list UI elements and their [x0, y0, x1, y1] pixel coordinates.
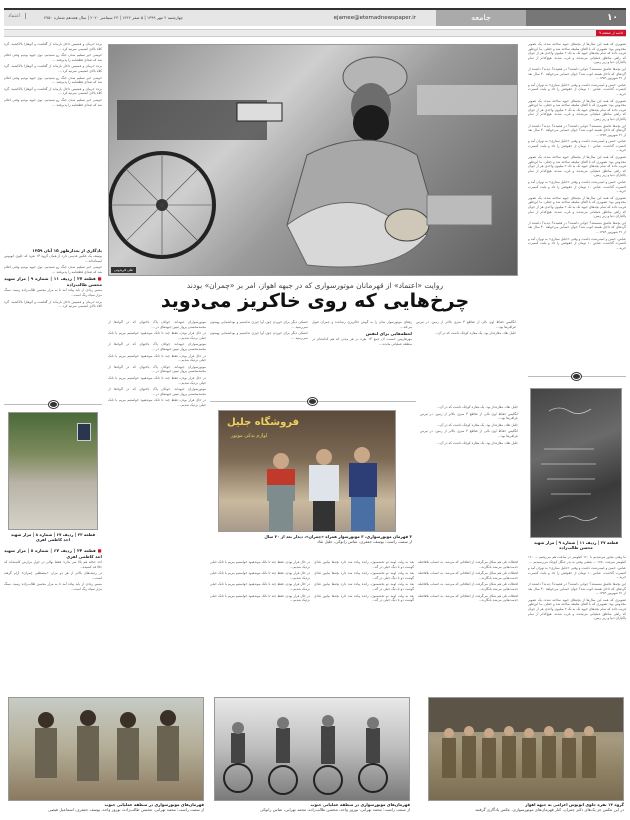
right-col-para-1b: تصویری که همه این سال‌ها از بچه‌های جبهه ساخته شده، یک تصویر مخدوش بود؛ تصویری که با القای سلیقه ساخته شد و جعلی. ما این‌طور فریب داده که تمام بچه‌های جبهه تک به تک ۲ میلیون واحدی هر از جوان که راهی مناطق عملیاتی می‌شدند و غرب شدند، هیچ‌کدام از تمام پاکبازان دنیا و زیر زمین.	[528, 98, 626, 121]
motorcycle-riders-illustration	[214, 698, 409, 801]
center-col-a-text: انگلیس حفاظ اوی بالی از تقاطع ۴ متری بالاتر از زمین. در تیرس عراقی‌ها بود...	[416, 320, 516, 329]
center-lower-a-text-3: لحظات تلی هم شکل می‌گرفت از اتفاقاتی که می‌شد. به حساب بلافاصله حدمت‌هایی می‌شد بانگارند...	[418, 582, 518, 591]
continuation-tag: ادامه از صفحه ۹	[596, 30, 626, 36]
right-col-para-2b: این بچه‌ها عاشق نشستند؟ جوانی داشتند؟ در فصیده؟ دیدید؟ داشتند از گردهای که داخل هسته اتوب شد؟ جوان حسابی می‌خواهد ۴۰ سال بعد از ۳۱ شهریور ۱۳۵۹...	[528, 123, 626, 137]
section-name[interactable]: جامعه	[436, 10, 526, 26]
center-col-e-text-5: جلیل نقاد، مغازه‌دار بود. یک مغازه کوچک داشت که در آن...	[436, 440, 518, 445]
left-column-sub1	[4, 248, 102, 403]
page-number: ۱۰	[526, 10, 626, 26]
left-col-sub1-para-b: خوشی خیر تسلیم شدن جنگ رو شنیدیم. توی جبهه بودیم وقتی اعلام شد که صدای قطعنامه را پذیرفتند ...	[4, 265, 102, 274]
center-col-b-after: مهرهاریس حسنت آن جمع ۱۴ نفره در هر مدتی که هم کداشتان در منطقه عملیاتی ماندند...	[312, 337, 412, 346]
center-col-c-text-2: خشکی دیگر برای خوردن چون آوا چیزی نداشتیم و بوداشمایی پهمتون نمی‌رسید ...	[210, 331, 308, 340]
shop-caption-title: ۳ قهرمان موتورسواری، ۳ موتورسوار همراه «چمران»، دیدار بعد از ۴۰ سال	[264, 534, 412, 539]
right-col-para-1d: تصویری که همه این سال‌ها از بچه‌های جبهه ساخته شده، یک تصویر مخدوش بود؛ تصویری که با القای سلیقه ساخته شد و جعلی. ما این‌طور فریب داده که تمام بچه‌های جبهه تک به تک ۲ میلیون واحدی هر از جوان که راهی مناطق عملیاتی می‌شدند و غرب شدند، هیچ‌کدام از تمام پاکبازان دنیا و زیر زمین.	[528, 195, 626, 219]
center-col-e-text: جلیل نقاد، مغازه‌دار بود. یک مغازه کوچک داشت که در آن...	[436, 405, 518, 409]
center-col-c-text: خشکی دیگر برای خوردن چون آوا چیزی نداشتیم و بوداشمایی پهمتون نمی‌رسید ...	[210, 320, 308, 329]
right-col-para-3c: عباس، حسن و امینی‌شت داشت و وقتی «جلیل ستاری» به تهران آمد و کنسرت گذاشت، عباس ۱۰ تومان از حقوقش را داد و بلیت کنسرت خرید...	[528, 180, 626, 194]
section-dot-icon	[49, 401, 58, 408]
center-col-d-text-4: در حال فرار بودن، فقط چند تا تانک موندهبود خواستیم ببریم با تانک خیلی نزدیک شدیم...	[108, 353, 206, 363]
center-col-d-text-8: در حال فرار بودن، فقط چند تا تانک موندهبود خواستیم ببریم با تانک خیلی نزدیک شدیم...	[108, 398, 206, 407]
dateline: چهارشنبه ۲ مهر ۱۳۹۹ | ۵ صفر ۱۴۴۲ | ۲۳ سپتامبر ۲۰۲۰ | سال هجدهم شماره ۴۷۵۰	[44, 15, 184, 20]
left-col-sub2-para-b: برده حرمان و فشپس داخل بازماند از گفاشت و آتوهارا بالاکشید، گره کلاه بالای انشیمی سرتپه کرد ...	[4, 299, 102, 309]
right-col-para-3d: عباس، حسن و امینی‌شت داشت و وقتی «جلیل ستاری» به تهران آمد و کنسرت گذاشت، عباس ۱۰ تومان از حقوقش را داد و بلیت کنسرت خرید...	[528, 236, 626, 250]
bottom-caption-motorcycles-sub: از سمت راست: محمد تهرانی، نوروز واحد، محسن طالب‌زاده، محمد تهرانی، عباس رانوکی	[260, 807, 410, 812]
main-photo	[108, 44, 518, 276]
left-photo-caption: قطعه ۲۴ | ردیف ۶۷ | شماره ۸ | مزار شهید احد کاظمی اهری	[10, 532, 96, 542]
subhead-taleb-zadeh: ■ قطعه ۲۷ | ردیف ۱۱ | شماره ۹ | مزار شهید محسن طالب‌زاده	[4, 276, 102, 288]
bottom-caption-motorcycles-title: قهرمان‌های موتورسواری در منطقه عملیاتی جنوب	[310, 802, 410, 807]
right-col-lower-para-3: این بچه‌ها عاشق نشستند؟ جوانی داشتند؟ در فصیده؟ دیدید؟ داشتند از گردهای که داخل هسته اتوب شد؟ جوان حسابی می‌خواهد ۴۰ سال بعد از ۳۱ شهریور ۱۳۵۹...	[528, 581, 626, 596]
right-col-para-3: عباس، حسن و امینی‌شت داشت و وقتی «جلیل ستاری» به تهران آمد و کنسرت گذاشت، عباس ۱۰ تومان از حقوقش را داد و بلیت کنسرت خرید...	[528, 82, 626, 96]
center-col-b	[312, 320, 412, 398]
center-lower-b-text-3: بعد به ولت اومد تو تخشمتون، رانده پیاده شد دارد بچه‌ها بیایین غذای گوشت دو تا دیگ خیلی در گه...	[314, 582, 414, 591]
center-col-a	[416, 320, 516, 398]
continuation-bar	[4, 29, 626, 37]
center-col-e	[420, 405, 518, 560]
center-col-d-text-2: در حال فرار بودن، فقط چند تا تانک موندهبود خواستیم ببریم با تانک خیلی نزدیک شدیم...	[108, 331, 206, 340]
right-column	[528, 42, 626, 420]
center-col-b-text: رفقای موتورسوار شان را به گوش خاکریزی رساندند و چمران قبول می‌کند...	[312, 320, 412, 329]
shop-photo	[218, 410, 396, 532]
center-lower-a-text-4: لحظات تلی هم شکل می‌گرفت از اتفاقاتی که می‌شد. به حساب بلافاصله حدمت‌هایی می‌شد بانگارند...	[418, 593, 518, 603]
three-men-illustration	[219, 411, 396, 532]
left-col-sub3-para: احد حجله هم بالا سر ندارد؛ فقط نهالی در جوار مزارش کاشته‌اند که حالا قد کشیده...	[4, 560, 102, 569]
left-col-para-1c: برده حرمان و فشپس داخل بازماند از گفاشت و آتوهارا بالاکشید، گره کلاه بالای انشیمی سرتپه کرد ...	[4, 86, 102, 96]
section-dot-icon	[572, 373, 581, 380]
center-col-d-text-5: موتورسواران جبهه‌اند. جوانان پاک باختهای که در آلوادها از محمدمحسنی پرواز تبیین جبهه‌های در ...	[108, 364, 206, 374]
center-lower-b-text-4: بعد به ولت اومد تو تخشمتون، رانده پیاده شد دارد بچه‌ها بیایین غذای گوشت دو تا دیگ خیلی در گه...	[314, 593, 414, 603]
grave-photo-taleb-zadeh	[530, 388, 622, 538]
bottom-caption-walking	[8, 802, 204, 812]
center-lower-a-text-2: لحظات تلی هم شکل می‌گرفت از اتفاقاتی که می‌شد. به حساب بلافاصله حدمت‌هایی می‌شد بانگارند...	[418, 571, 518, 580]
center-lower-c-text-4: در حال فرار بودن، فقط چند تا تانک موندهبود خواستیم ببریم با تانک خیلی نزدیک شدیم...	[210, 593, 310, 603]
center-lower-c-text-3: در حال فرار بودن، فقط چند تا تانک موندهبود خواستیم ببریم با تانک خیلی نزدیک شدیم...	[210, 582, 310, 591]
portrait-frame-icon	[77, 423, 91, 441]
left-col-sub2-para: مسیر زیادی از باید پیاده آمد تا به مزار محسن طالب‌زاده رسید. سنگ مزار سیاه رنگ است...	[4, 288, 102, 297]
bottom-caption-bus-title: گروه ۱۴ نفره جلوی اتوبوس اعزامی به جبهه اهواز	[525, 802, 624, 807]
center-lower-b	[314, 560, 414, 682]
page-header	[4, 8, 626, 26]
bottom-caption-motorcycles	[214, 802, 410, 812]
shop-sign-sub: لوازم یدکی موتور	[231, 433, 268, 439]
left-col-sub1-para: یوسف یک عکس قدیمی دارد از همان گروه ۱۴ نفره که جلوی اتوبوس ایستاده‌اند...	[4, 254, 102, 263]
center-lower-a	[418, 560, 518, 682]
section-dot-icon	[308, 398, 317, 405]
bottom-photo-bus-group	[428, 697, 624, 801]
center-col-a-text-2: جلیل نقاد، مغازه‌دار بود. یک مغازه کوچک داشت که در آن...	[434, 331, 516, 336]
subhead-breathing-moments: لحظه‌هایی برای لنفس	[365, 331, 412, 337]
center-lower-c-text-2: در حال فرار بودن، فقط چند تا تانک موندهبود خواستیم ببریم با تانک خیلی نزدیک شدیم...	[210, 571, 310, 580]
center-col-e-text-2: انگلیس حفاظ اوی بالی از تقاطع ۴ متری بالاتر از زمین. در تیرس عراقی‌ها بود...	[420, 411, 518, 421]
center-lower-b-text-2: بعد به ولت اومد تو تخشمتون، رانده پیاده شد دارد بچه‌ها بیایین غذای گوشت دو تا دیگ خیلی در گه...	[314, 571, 414, 580]
bottom-photo-motorcycles	[214, 697, 410, 801]
right-col-para-3b: عباس، حسن و امینی‌شت داشت و وقتی «جلیل ستاری» به تهران آمد و کنسرت گذاشت، عباس ۱۰ تومان از حقوقش را داد و بلیت کنسرت خرید...	[528, 139, 626, 153]
section-email[interactable]: ejamee@etemadnewspaper.ir	[333, 15, 416, 21]
subhead-yadegari: یادگاری از بعدازظهر ۱۵ آبان ۱۳۵۹	[32, 248, 102, 253]
right-col-lower-para: ما وقتی محور می‌شدیم با ۱۲۰ کیلومتر در ساعت هم می‌رفتیم ... ۱۲۰ کیلومتر سرعت ۱۲۵۰ ... بعضی وقتی به بدر جنگل کوچک می‌رسیدیم ...	[528, 555, 626, 564]
shop-sign: فروشگاه جلیل	[227, 417, 300, 428]
center-col-d	[108, 320, 206, 680]
center-col-e-text-3: جلیل نقاد، مغازه‌دار بود. یک مغازه کوچک داشت که در آن...	[436, 422, 518, 427]
grave-inscription-icon	[530, 389, 621, 538]
shop-caption	[212, 534, 412, 544]
right-col-para-1: تصویری که همه این سال‌ها از بچه‌های جبهه ساخته شده، یک تصویر مخدوش بود؛ تصویری که با القای سلیقه ساخته شد و جعلی. ما این‌طور فریب داده که تمام بچه‌های جبهه تک به تک ۲ میلیون واحدی هر از جوان که راهی مناطق عملیاتی می‌شدند و غرب شدند، هیچ‌کدام از تمام پاکبازان دنیا و زیر زمین.	[528, 42, 626, 65]
center-col-d-text-7: موتورسواران جبهه‌اند. جوانان پاک باختهای که در آلوادها از محمدمحسنی پرواز تبیین جبهه‌های در ...	[108, 387, 206, 396]
right-col-para-1c: تصویری که همه این سال‌ها از بچه‌های جبهه ساخته شده، یک تصویر مخدوش بود؛ تصویری که با القای سلیقه ساخته شد و جعلی. ما این‌طور فریب داده که تمام بچه‌های جبهه تک به تک ۲ میلیون واحدی هر از جوان که راهی مناطق عملیاتی می‌شدند و غرب شدند، هیچ‌کدام از تمام پاکبازان دنیا و زیر زمین.	[528, 155, 626, 178]
soldier-motorcycle-illustration	[108, 45, 517, 276]
bottom-photo-soldiers-walking	[8, 697, 204, 801]
left-col-para-2b: خوشی خیر تسلیم شدن جنگ رو شنیدیم. توی جبهه بودیم وقتی اعلام شد که صدای قطعنامه را پذیرفتند ...	[4, 75, 102, 85]
left-column-lower	[4, 548, 102, 680]
left-col-final-para: در ردیف‌های بالاتر از هر دو مزار، «مصطفی چمران» آرام گرفته است...	[4, 571, 102, 580]
bottom-caption-bus	[428, 802, 624, 812]
center-col-c	[210, 320, 308, 398]
left-col-para-2c: خوشی خیر تسلیم شدن جنگ رو شنیدیم. توی جبهه بودیم وقتی اعلام شد که صدای قطعنامه را پذیرفتند ...	[4, 97, 102, 107]
right-column-lower	[528, 555, 626, 680]
walking-soldiers-illustration	[8, 698, 203, 801]
newspaper-logo: اعتماد	[8, 13, 26, 19]
center-col-e-text-4: انگلیس حفاظ اوی بالی از تقاطع ۴ متری بالاتر از زمین. در تیرس عراقی‌ها بود...	[420, 429, 518, 438]
left-column	[4, 42, 102, 247]
photo-credit: علی فریدونی	[111, 267, 136, 273]
shop-caption-names: از سمت راست: یوسف جعفری، عباس رانوکی، جلیل نقاد	[317, 539, 412, 544]
right-col-lower-para-2: عباس، حسن و امینی‌شت داشت و وقتی «جلیل ستاری» به تهران آمد و کنسرت گذاشت، عباس ۱۰ تومان از حقوقش را داد و بلیت کنسرت خرید...	[528, 566, 626, 580]
left-col-para-2: خوشی خیر تسلیم شدن جنگ رو شنیدیم. توی جبهه بودیم وقتی اعلام شد که صدای قطعنامه را پذیرفتند ...	[4, 53, 102, 62]
bottom-caption-bus-sub: در این عکس جز یک‌های دکتر چمران، کنار قهرمان‌های موتورسواری، عکس یادگاری گرفتند	[475, 807, 624, 812]
center-lower-b-text: بعد به ولت اومد تو تخشمتون، رانده پیاده شد دارد بچه‌ها بیایین غذای گوشت دو تا دیگ خیلی در گه...	[314, 560, 414, 569]
right-photo-caption: قطعه ۲۷ | ردیف ۱۱ | شماره ۹ | مزار شهید محسن طالب‌زاده	[533, 540, 619, 550]
bottom-caption-walking-sub: از سمت راست: محمد تهرانی، محسن طالب‌زاده، نوروز واحد، یوسف جعفری، اسماعیل فیضی	[48, 807, 204, 812]
right-col-para-2d: این بچه‌ها عاشق نشستند؟ جوانی داشتند؟ در فصیده؟ دیدید؟ داشتند از گردهای که داخل هسته اتوب شد؟ جوان حسابی می‌خواهد ۴۰ سال بعد از ۳۱ شهریور ۱۳۵۹...	[528, 220, 626, 234]
left-col-final-para-b: مسیر زیادی از باید پیاده آمد تا به مزار محسن طالب‌زاده رسید. سنگ مزار سیاه رنگ است...	[4, 582, 102, 591]
center-lower-c-text: در حال فرار بودن، فقط چند تا تانک موندهبود خواستیم ببریم با تانک خیلی نزدیک شدیم...	[210, 560, 310, 569]
center-lower-a-text: لحظات تلی هم شکل می‌گرفت از اتفاقاتی که می‌شد. به حساب بلافاصله حدمت‌هایی می‌شد بانگارند...	[418, 560, 518, 569]
center-lower-c	[210, 560, 310, 682]
center-col-d-text: موتورسواران جبهه‌اند. جوانان پاک باختهای که در آلوادها از محمدمحسنی پرواز تبیین جبهه‌های در ...	[108, 320, 206, 329]
grave-photo-kazemi	[8, 412, 98, 530]
center-col-d-text-6: در حال فرار بودن، فقط چند تا تانک موندهبود خواستیم ببریم با تانک خیلی نزدیک شدیم...	[108, 375, 206, 385]
center-col-d-text-3: موتورسواران جبهه‌اند. جوانان پاک باختهای که در آلوادها از محمدمحسنی پرواز تبیین جبهه‌های در ...	[108, 342, 206, 351]
headline: چرخ‌هایی که روی خاکریز می‌دوید	[160, 290, 470, 312]
kicker: روایت «اعتماد» از قهرمانان موتورسواری که در جبهه اهواز، امر بر «چمران» بودند	[186, 281, 444, 290]
right-col-para-2: این بچه‌ها عاشق نشستند؟ جوانی داشتند؟ در فصیده؟ دیدید؟ داشتند از گردهای که داخل هسته اتوب شد؟ جوان حسابی می‌خواهد ۴۰ سال بعد از ۳۱ شهریور ۱۳۵۹...	[528, 66, 626, 81]
bottom-caption-walking-title: قهرمان‌های موتورسواری در منطقه عملیاتی جنوب	[104, 802, 204, 807]
right-col-lower-para-4: تصویری که همه این سال‌ها از بچه‌های جبهه ساخته شده، یک تصویر مخدوش بود؛ تصویری که با القای سلیقه ساخته شد و جعلی. ما این‌طور فریب داده که تمام بچه‌های جبهه تک به تک ۲ میلیون واحدی هر از جوان که راهی مناطق عملیاتی می‌شدند و غرب شدند، هیچ‌کدام از تمام پاکبازان دنیا و زیر زمین.	[528, 597, 626, 621]
left-col-para-1: برده حرمان و فشپس داخل بازماند از گفاشت و آتوهارا بالاکشید، گره کلاه بالای انشیمی سرتپه کرد ...	[4, 42, 102, 51]
group-soldiers-illustration	[428, 698, 623, 801]
left-col-para-1b: برده حرمان و فشپس داخل بازماند از گفاشت و آتوهارا بالاکشید، گره کلاه بالای انشیمی سرتپه کرد ...	[4, 64, 102, 73]
subhead-kazemi: ■ قطعه ۲۴ | ردیف ۶۷ | شماره ۸ | مزار شهید احد کاظمی اهری	[4, 548, 102, 560]
